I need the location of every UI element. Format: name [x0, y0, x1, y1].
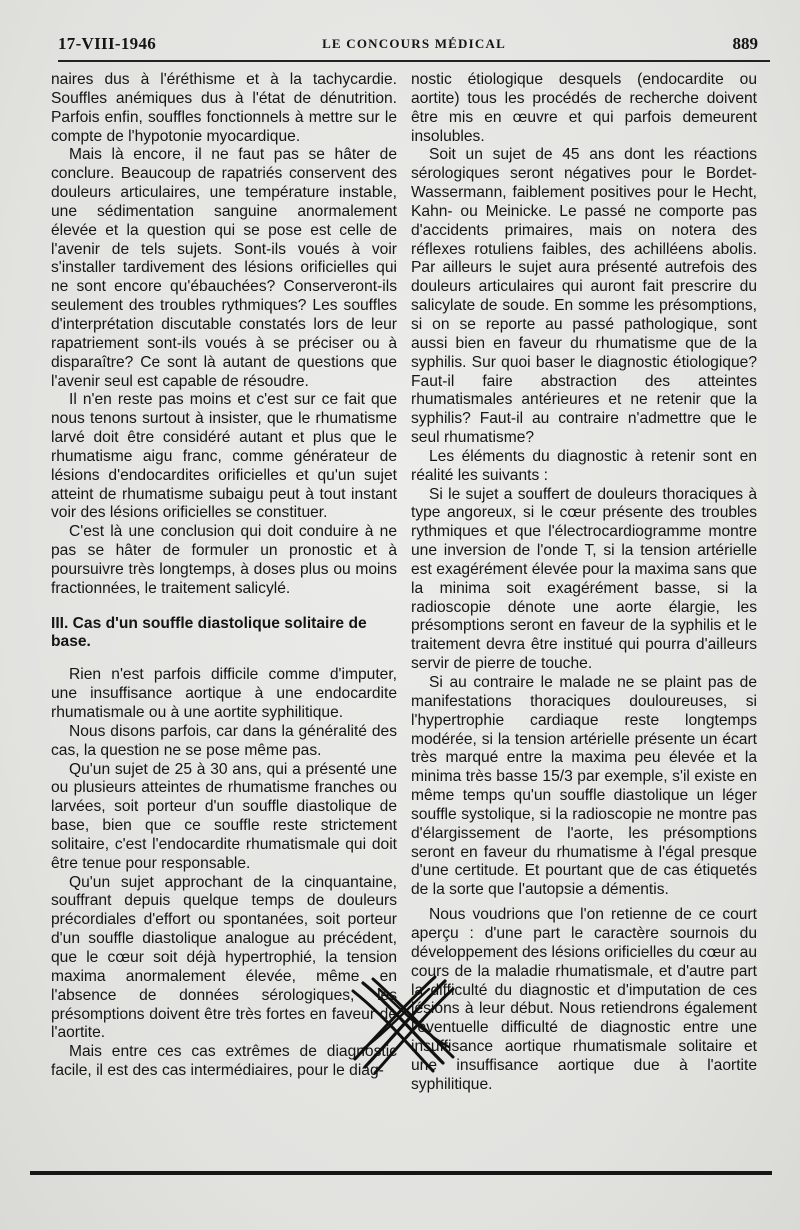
paragraph: Mais entre ces cas extrêmes de diagnostic facile, il est des cas intermédiaires, pour le diag- [51, 1043, 397, 1080]
paragraph: nostic étiologique desquels (endocardite ou aortite) tous les procédés de recherche doivent être mis en œuvre et qui parfois demeurent insolubles. [411, 71, 757, 145]
footer-rule [30, 1171, 772, 1175]
paragraph: Rien n'est parfois difficile comme d'imputer, une insuffisance aortique à une endocardite rhumatismale ou à une aortite syphilitique. [51, 666, 397, 721]
paragraph: Nous voudrions que l'on retienne de ce court aperçu : d'une part le caractère sournois du développement des lésions orificielles du cœur au cours de la maladie rhumatismale, et d'autre part la difficulté du diagnostic et d'imputation de ces lésions à leur début. Nous retiendrons également l'éventuelle difficulté de diagnostic entre une insuffisance aortique rhumatismale solitaire et une insuffisance aortique due à l'aortite syphilitique. [411, 906, 757, 1093]
paragraph: Soit un sujet de 45 ans dont les réactions sérologiques seront négatives pour le Bordet-Wassermann, faiblement positives pour le Hecht, Kahn- ou Meinicke. Le passé ne comporte pas d'accidents primaires, mais on notera des réflexes rotuliens faibles, des achilléens abolis. Par ailleurs le sujet aura présenté autrefois des douleurs articulaires qui auront fait prescrire du salicylate de soude. En somme les présomptions, si on se reporte au passé pathologique, sont aussi bien en faveur du rhumatisme que de la syphilis. Sur quoi baser le diagnostic étiologique? Faut-il faire abstraction des atteintes rhumatismales antérieures et ne retenir que la syphilis? Faut-il au contraire n'admettre que le seul rhumatisme? [411, 146, 757, 447]
header-date: 17-VIII-1946 [58, 34, 157, 53]
paragraph: naires dus à l'éréthisme et à la tachycardie. Souffles anémiques dus à l'état de dénutrition. Parfois enfin, souffles fonctionnels à mettre sur le compte de l'hypotonie myocardique. [51, 71, 397, 145]
left-column [51, 71, 397, 1081]
running-header [58, 30, 770, 56]
paragraph: C'est là une conclusion qui doit conduire à ne pas se hâter de formuler un pronostic et à poursuivre très longtemps, à doses plus ou moins fractionnées, le traitement salicylé. [51, 523, 397, 597]
paragraph: Les éléments du diagnostic à retenir sont en réalité les suivants : [411, 447, 757, 484]
header-page-number: 889 [732, 34, 758, 53]
header-rule [58, 60, 770, 62]
paragraph: Si le sujet a souffert de douleurs thoraciques à type angoreux, si le cœur présente des troubles rythmiques et que l'électrocardiogramme montre une inversion de l'onde T, si la tension artérielle est exagérément élevée pour la maxima sans que la minima soit exagérément basse, si la radioscopie dénote une aorte élargie, les présomptions seront en faveur de la syphilis et le traitement devra être institué qui pourra d'ailleurs servir de pierre de touche. [411, 485, 757, 673]
paragraph: Qu'un sujet approchant de la cinquantaine, souffrant depuis quelque temps de douleurs précordiales d'effort ou spontanées, soit porteur d'un souffle diastolique analogue au précédent, que le cœur soit déjà hypertrophié, la tension maxima anormalement élevée, même en l'absence de données sérologiques, les présomptions doivent être très fortes en faveur de l'aortite. [51, 873, 397, 1042]
paragraph: Qu'un sujet de 25 à 30 ans, qui a présenté une ou plusieurs atteintes de rhumatisme franches ou larvées, soit porteur d'un souffle diastolique de base, bien que ce souffle reste strictement solitaire, c'est l'endocardite rhumatismale qui doit être tenue pour responsable. [51, 760, 397, 872]
paragraph: Si au contraire le malade ne se plaint pas de manifestations thoraciques douloureuses, si l'hypertrophie cardiaque reste longtemps modérée, si la tension artérielle présente un écart très marqué entre la maxima peu élevée et la minima très basse 15/3 par exemple, s'il existe en même temps qu'un souffle diastolique un léger souffle systolique, si la radioscopie ne montre pas d'élargissement de l'aorte, les présomptions seront en faveur du rhumatisme à l'égal presque d'une certitude. Et pourtant que de cas étiquetés de la sorte que l'autopsie a démentis. [411, 674, 757, 899]
right-column [411, 71, 757, 1095]
header-journal-title: LE CONCOURS MÉDICAL [322, 36, 506, 51]
paragraph: Mais là encore, il ne faut pas se hâter de conclure. Beaucoup de rapatriés conservent des douleurs articulaires, une température instable, une sédimentation sanguine anormalement élevée et la question qui se pose est celle de l'avenir de tels sujets. Sont-ils voués à voir s'installer tardivement des lésions orificielles qui ne sont encore qu'ébauchées? Conserveront-ils seulement des troubles rythmiques? Les souffles d'interprétation discutable constatés lors de leur rapatriement sont-ils voués à se préciser ou à disparaître? Ce sont là autant de questions que l'avenir seul est capable de résoudre. [51, 146, 397, 390]
crossed-hatch-ornament-icon [345, 975, 460, 1075]
section-heading: III. Cas d'un souffle diastolique solitaire de base. [51, 614, 367, 651]
paragraph: Il n'en reste pas moins et c'est sur ce fait que nous tenons surtout à insister, que le rhumatisme larvé doit être considéré autant et plus que le rhumatisme aigu franc, comme générateur de lésions d'endocardites orificielles et qu'un sujet atteint de rhumatisme subaigu peut à tout instant voir des lésions orificielles se constituer. [51, 391, 397, 522]
paragraph: Nous disons parfois, car dans la généralité des cas, la question ne se pose même pas. [51, 722, 397, 759]
